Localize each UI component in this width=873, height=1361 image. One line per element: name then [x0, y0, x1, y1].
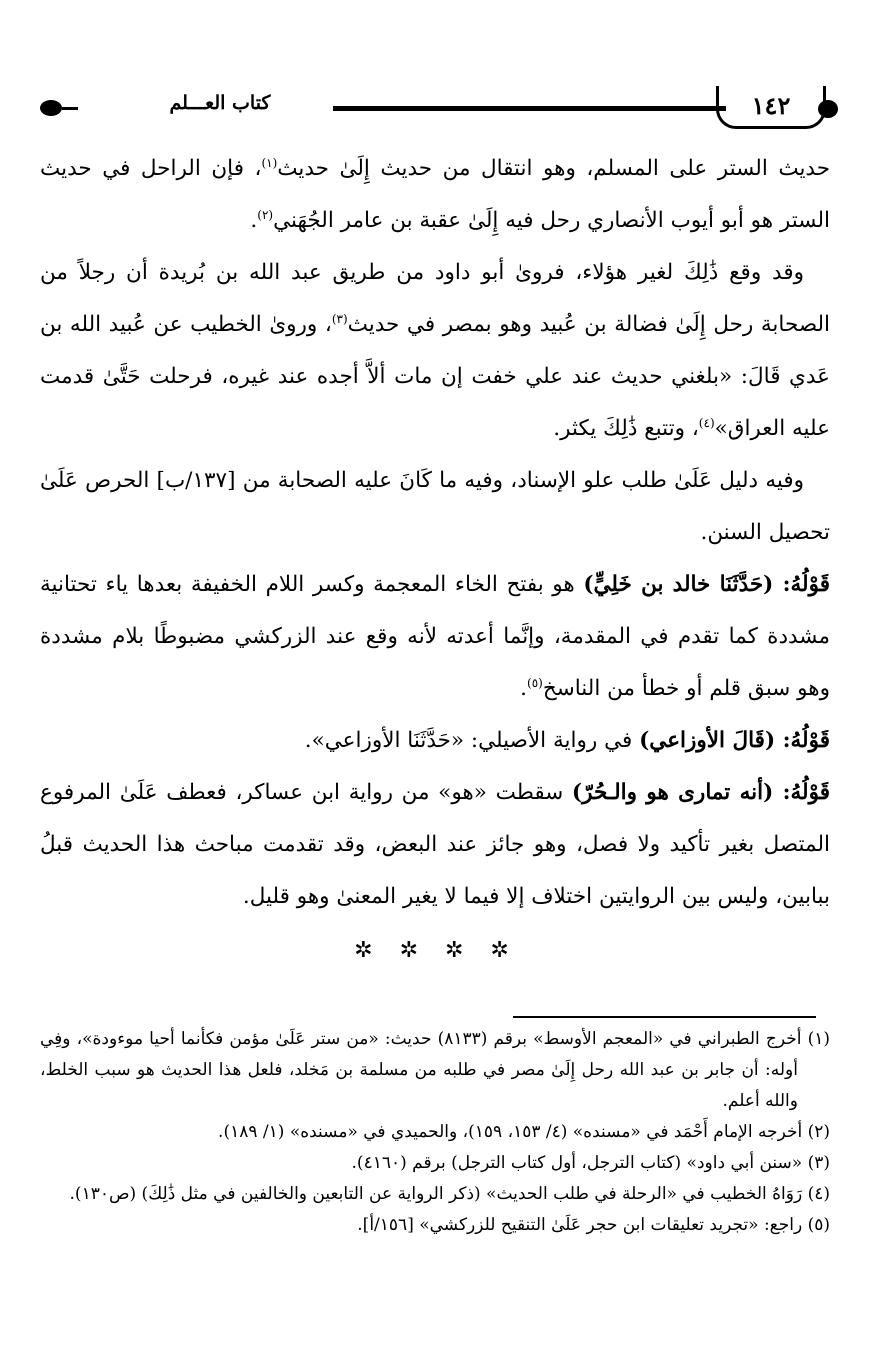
- footnote-ref: (٥): [527, 675, 543, 690]
- paragraph-1: حديث الستر على المسلم، وهو انتقال من حديث إِلَىٰ حديث$^{(١)}$، فإن الراحل في حديث الستر هو أبو أيوب الأنصاري رحل فيه إِلَىٰ عقبة بن عامر الجُهَني$^{(٢)}$.: [40, 155, 831, 233]
- footnote-1: (١) أخرج الطبراني في «المعجم الأوسط» برقم (٨١٣٣) حديث: «من ستر عَلَىٰ مؤمن فكأنما أحيا موءودة»، وفِي أوله: أن جابر بن عبد الله رحل إِلَىٰ مصر في طلبه من مسلمة بن مَخلد، فلعل هذا الحديث هو سبب الخلط، والله أعلم.: [40, 1029, 830, 1111]
- quote-lead: قَوْلُهُ: (حَدَّثَنَا خالد بن خَلِيٍّ): [583, 572, 830, 597]
- footnote-5: (٥) راجع: «تجريد تعليقات ابن حجر عَلَىٰ التنقيح للزركشي» [١٥٦/أ].: [357, 1215, 830, 1235]
- paragraph-2: وقد وقع ذَٰلِكَ لغير هؤلاء، فروىٰ أبو داود من طريق عبد الله بن بُريدة أن رجلاً من الصحابة رحل إِلَىٰ فضالة بن عُبيد وهو بمصر في حديث$^{(٣)}$، وروىٰ الخطيب عن عُبيد الله بن عَدي قَالَ: «بلغني حديث عند علي خفت إن مات ألاَّ أجده عند غيره، فرحلت حَتَّىٰ قدمت عليه العراق»$^{(٤)}$، وتتبع ذَٰلِكَ يكثر.: [40, 260, 830, 441]
- footnote-ref: (٣): [331, 311, 348, 326]
- footnote-ref: (٤): [698, 415, 715, 430]
- footnote-rule: [513, 1016, 816, 1018]
- page-header: [30, 86, 848, 136]
- paragraph-4: قَوْلُهُ: (حَدَّثَنَا خالد بن خَلِيٍّ) هو بفتح الخاء المعجمة وكسر اللام الخفيفة بعدها ياء تحتانية مشددة كما تقدم في المقدمة، وإنَّما أعدته لأنه وقع عند الزركشي مضبوطًا بلام مشددة وهو سبق قلم أو خطأ من الناسخ$^{(٥)}$.: [40, 572, 830, 701]
- footnote-ref: (٢): [257, 207, 274, 222]
- footnote-3: (٣) «سنن أبي داود» (كتاب الترجل، أول كتاب الترجل) برقم (٤١٦٠).: [351, 1153, 830, 1173]
- header-ornament-dash-left: [62, 107, 78, 110]
- section-separator: ✲ ✲ ✲ ✲: [354, 938, 519, 963]
- footnotes: [40, 1024, 830, 1241]
- paragraph-5: قَوْلُهُ: (قَالَ الأوزاعي) في رواية الأصيلي: «حَدَّثَنَا الأوزاعي».: [304, 728, 830, 753]
- page-number: ١٤٢: [716, 86, 826, 129]
- quote-lead: قَوْلُهُ: (قَالَ الأوزاعي): [639, 728, 830, 753]
- main-text: [40, 143, 830, 923]
- header-rule: [333, 106, 726, 111]
- footnote-2: (٢) أخرجه الإمام أَحْمَد في «مسنده» (٤/ ١٥٣، ١٥٩)، والحميدي في «مسنده» (١/ ١٨٩).: [218, 1122, 830, 1142]
- paragraph-3: وفيه دليل عَلَىٰ طلب علو الإسناد، وفيه ما كَانَ عليه الصحابة من [١٣٧/ب] الحرص عَلَىٰ تحصيل السنن.: [40, 468, 830, 545]
- header-ornament-dot-right: [818, 100, 838, 118]
- footnote-4: (٤) رَوَاهُ الخطيب في «الرحلة في طلب الحديث» (ذكر الرواية عن التابعين والخالفين في مثل ذَٰلِكَ) (ص١٣٠).: [69, 1184, 830, 1204]
- quote-lead: قَوْلُهُ: (أنه تمارى هو والـحُرّ): [571, 780, 830, 805]
- header-ornament-dot-left: [40, 100, 62, 116]
- paragraph-6: قَوْلُهُ: (أنه تمارى هو والـحُرّ) سقطت «هو» من رواية ابن عساكر، فعطف عَلَىٰ المرفوع المتصل بغير تأكيد ولا فصل، وهو جائز عند البعض، وقد تقدمت مباحث هذا الحديث قبلُ ببابين، وليس بين الروايتين اختلاف إلا فيما لا يغير المعنىٰ وهو قليل.: [40, 780, 830, 909]
- footnote-ref: (١): [261, 155, 278, 170]
- book-title: كتاب العـــلم: [169, 92, 271, 114]
